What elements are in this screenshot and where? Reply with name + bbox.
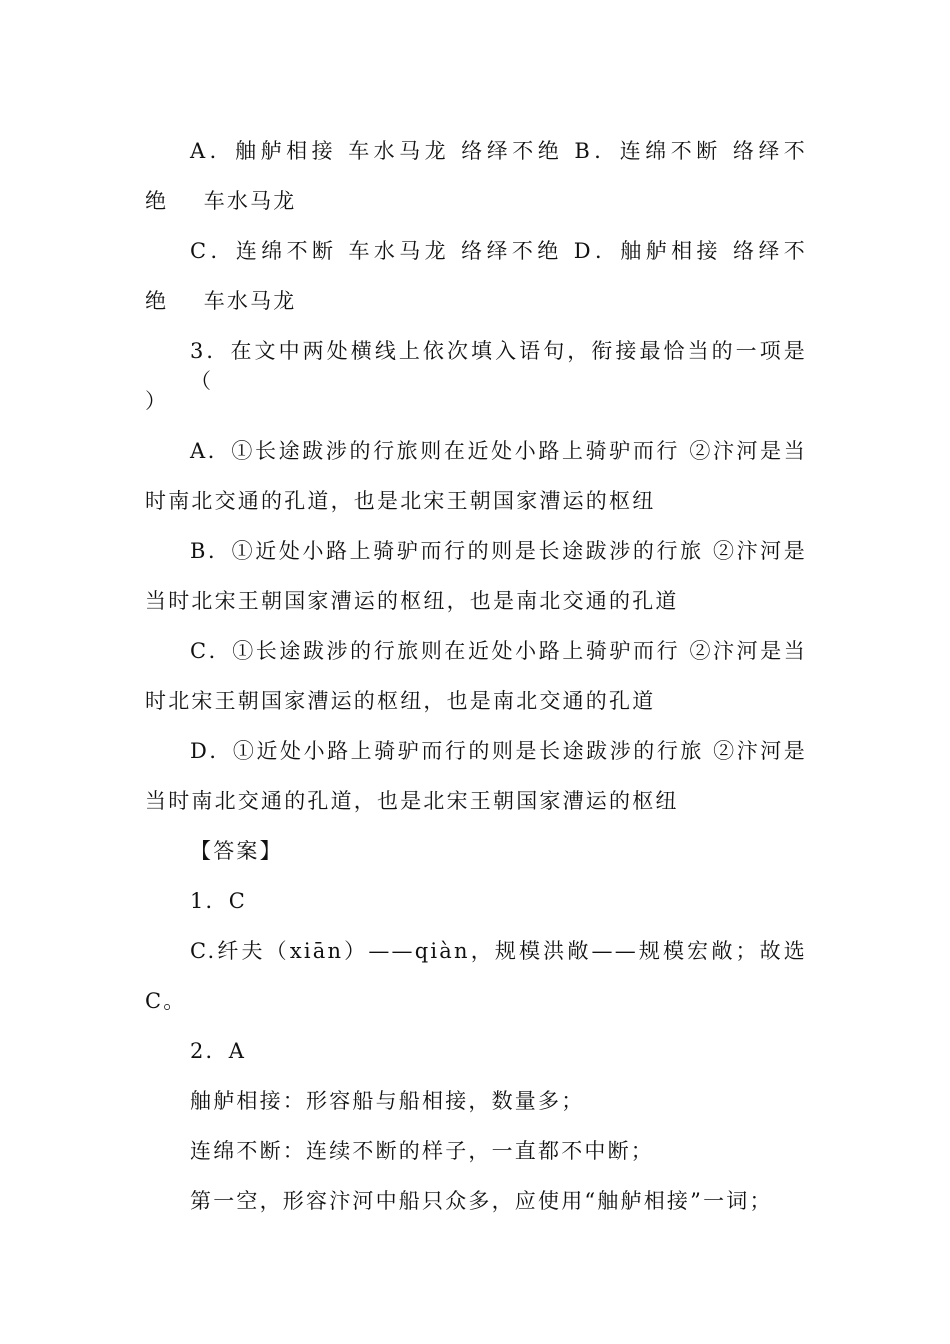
explanation-1-line-2: C。 — [145, 989, 187, 1013]
answer-2: 2．A — [190, 1039, 247, 1063]
explanation-2-line-1: 第一空，形容汴河中船只众多，应使用“舳舻相接”一词； — [190, 1189, 773, 1213]
option-c-line-1: C．连绵不断 车水马龙 络绎不绝 D．舳舻相接 络绎不 — [190, 239, 807, 263]
option-c-line-2: 绝 车水马龙 — [145, 289, 297, 313]
option-a-line-1: A．舳舻相接 车水马龙 络绎不绝 B．连绵不断 络绎不 — [190, 139, 807, 163]
question-3-line-2: ） — [145, 389, 169, 413]
q3-option-c-line-2: 时北宋王朝国家漕运的枢纽，也是南北交通的孔道 — [145, 689, 656, 713]
q3-option-d-line-1: D．①近处小路上骑驴而行的则是长途跋涉的行旅 ②汴河是 — [190, 739, 807, 763]
q3-option-a-line-1: A．①长途跋涉的行旅则在近处小路上骑驴而行 ②汴河是当 — [190, 439, 807, 463]
question-3-line-1: 3．在文中两处横线上依次填入语句，衔接最恰当的一项是（ — [190, 339, 807, 393]
definition-2: 连绵不断：连续不断的样子，一直都不中断； — [190, 1139, 654, 1163]
q3-option-a-line-2: 时南北交通的孔道，也是北宋王朝国家漕运的枢纽 — [145, 489, 656, 513]
q3-option-b-line-2: 当时北宋王朝国家漕运的枢纽，也是南北交通的孔道 — [145, 589, 679, 613]
definition-1: 舳舻相接：形容船与船相接，数量多； — [190, 1089, 585, 1113]
explanation-1-line-1: C.纤夫（xiān）——qiàn，规模洪敞——规模宏敞；故选 — [190, 939, 807, 963]
q3-option-c-line-1: C．①长途跋涉的行旅则在近处小路上骑驴而行 ②汴河是当 — [190, 639, 807, 663]
answer-1: 1．C — [190, 889, 248, 913]
q3-option-d-line-2: 当时南北交通的孔道，也是北宋王朝国家漕运的枢纽 — [145, 789, 679, 813]
q3-option-b-line-1: B．①近处小路上骑驴而行的则是长途跋涉的行旅 ②汴河是 — [190, 539, 807, 563]
answer-heading: 【答案】 — [190, 839, 283, 863]
option-a-line-2: 绝 车水马龙 — [145, 189, 297, 213]
